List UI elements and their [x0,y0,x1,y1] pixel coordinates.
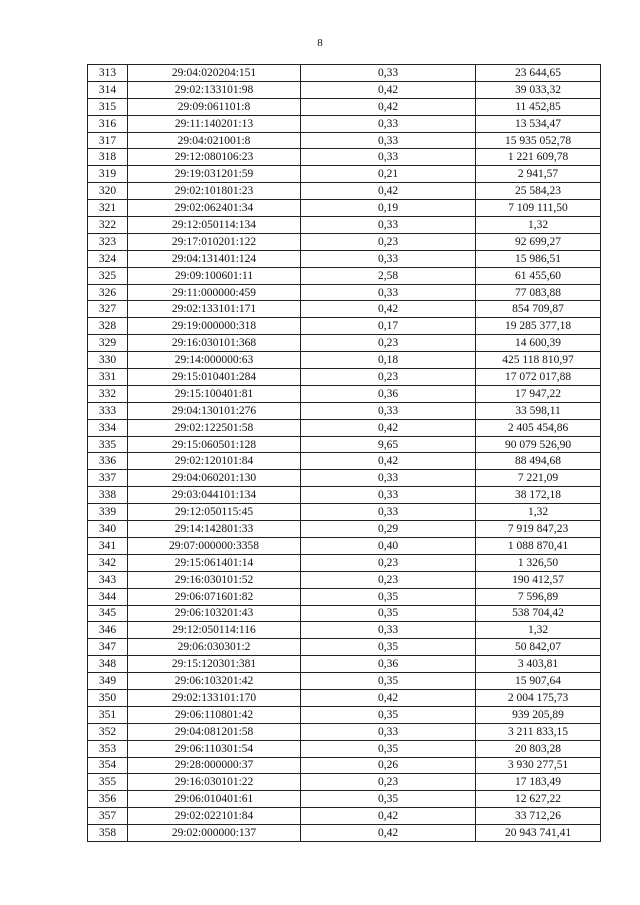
table-row [88,774,601,791]
row-number-cell: 358 [88,825,128,842]
table-row [88,115,601,132]
cadastral-number-cell: 29:04:081201:58 [128,723,301,740]
amount-cell: 33 712,26 [476,808,601,825]
rate-cell: 0,33 [301,250,476,267]
amount-cell: 88 494,68 [476,453,601,470]
cadastral-number-cell: 29:06:103201:43 [128,605,301,622]
rate-cell: 0,23 [301,233,476,250]
amount-cell: 25 584,23 [476,183,601,200]
rate-cell: 0,35 [301,639,476,656]
rate-cell: 0,17 [301,318,476,335]
row-number-cell: 344 [88,588,128,605]
table-row [88,723,601,740]
rate-cell: 0,29 [301,521,476,538]
cadastral-number-cell: 29:02:133101:98 [128,81,301,98]
table-row [88,656,601,673]
amount-cell: 39 033,32 [476,81,601,98]
cadastral-number-cell: 29:04:020204:151 [128,65,301,82]
row-number-cell: 345 [88,605,128,622]
rate-cell: 0,33 [301,217,476,234]
row-number-cell: 333 [88,402,128,419]
row-number-cell: 349 [88,673,128,690]
row-number-cell: 324 [88,250,128,267]
row-number-cell: 340 [88,521,128,538]
amount-cell: 2 941,57 [476,166,601,183]
row-number-cell: 346 [88,622,128,639]
rate-cell: 9,65 [301,436,476,453]
row-number-cell: 323 [88,233,128,250]
row-number-cell: 325 [88,267,128,284]
table-row [88,183,601,200]
rate-cell: 0,23 [301,774,476,791]
table-row [88,318,601,335]
row-number-cell: 354 [88,757,128,774]
cadastral-number-cell: 29:04:060201:130 [128,470,301,487]
row-number-cell: 338 [88,487,128,504]
amount-cell: 33 598,11 [476,402,601,419]
row-number-cell: 313 [88,65,128,82]
cadastral-number-cell: 29:02:133101:171 [128,301,301,318]
table-row [88,639,601,656]
amount-cell: 77 083,88 [476,284,601,301]
rate-cell: 0,23 [301,554,476,571]
row-number-cell: 348 [88,656,128,673]
rate-cell: 0,26 [301,757,476,774]
rate-cell: 0,33 [301,132,476,149]
table-row [88,301,601,318]
row-number-cell: 356 [88,791,128,808]
amount-cell: 11 452,85 [476,98,601,115]
rate-cell: 0,33 [301,115,476,132]
data-table [87,64,601,842]
cadastral-number-cell: 29:15:010401:284 [128,369,301,386]
table-row [88,740,601,757]
amount-cell: 1 221 609,78 [476,149,601,166]
amount-cell: 3 403,81 [476,656,601,673]
rate-cell: 2,58 [301,267,476,284]
cadastral-number-cell: 29:11:140201:13 [128,115,301,132]
cadastral-number-cell: 29:06:071601:82 [128,588,301,605]
cadastral-number-cell: 29:12:050114:116 [128,622,301,639]
table-row [88,487,601,504]
amount-cell: 2 004 175,73 [476,689,601,706]
cadastral-number-cell: 29:06:110801:42 [128,706,301,723]
amount-cell: 50 842,07 [476,639,601,656]
amount-cell: 1,32 [476,622,601,639]
cadastral-number-cell: 29:02:133101:170 [128,689,301,706]
table-body [88,65,601,842]
amount-cell: 17 072 017,88 [476,369,601,386]
row-number-cell: 320 [88,183,128,200]
table-row [88,470,601,487]
row-number-cell: 347 [88,639,128,656]
amount-cell: 23 644,65 [476,65,601,82]
rate-cell: 0,33 [301,723,476,740]
rate-cell: 0,42 [301,419,476,436]
table-row [88,571,601,588]
row-number-cell: 342 [88,554,128,571]
rate-cell: 0,23 [301,369,476,386]
row-number-cell: 353 [88,740,128,757]
rate-cell: 0,33 [301,284,476,301]
row-number-cell: 357 [88,808,128,825]
table-row [88,791,601,808]
cadastral-number-cell: 29:19:000000:318 [128,318,301,335]
amount-cell: 17 947,22 [476,385,601,402]
rate-cell: 0,35 [301,673,476,690]
rate-cell: 0,21 [301,166,476,183]
amount-cell: 7 221,09 [476,470,601,487]
row-number-cell: 352 [88,723,128,740]
row-number-cell: 322 [88,217,128,234]
rate-cell: 0,33 [301,487,476,504]
row-number-cell: 336 [88,453,128,470]
cadastral-number-cell: 29:12:050114:134 [128,217,301,234]
cadastral-number-cell: 29:19:031201:59 [128,166,301,183]
cadastral-number-cell: 29:14:000000:63 [128,352,301,369]
amount-cell: 20 803,28 [476,740,601,757]
rate-cell: 0,40 [301,537,476,554]
row-number-cell: 337 [88,470,128,487]
cadastral-number-cell: 29:06:110301:54 [128,740,301,757]
row-number-cell: 335 [88,436,128,453]
cadastral-number-cell: 29:04:021001:8 [128,132,301,149]
row-number-cell: 317 [88,132,128,149]
amount-cell: 854 709,87 [476,301,601,318]
row-number-cell: 350 [88,689,128,706]
amount-cell: 1,32 [476,217,601,234]
rate-cell: 0,42 [301,98,476,115]
row-number-cell: 343 [88,571,128,588]
table-row [88,588,601,605]
table-row [88,385,601,402]
amount-cell: 190 412,57 [476,571,601,588]
rate-cell: 0,35 [301,605,476,622]
page-number: 8 [317,37,323,49]
amount-cell: 17 183,49 [476,774,601,791]
cadastral-number-cell: 29:02:022101:84 [128,808,301,825]
rate-cell: 0,42 [301,825,476,842]
row-number-cell: 331 [88,369,128,386]
cadastral-number-cell: 29:06:030301:2 [128,639,301,656]
cadastral-number-cell: 29:06:103201:42 [128,673,301,690]
row-number-cell: 339 [88,504,128,521]
table-row [88,267,601,284]
row-number-cell: 351 [88,706,128,723]
table-row [88,537,601,554]
table-row [88,554,601,571]
table-row [88,436,601,453]
row-number-cell: 321 [88,200,128,217]
amount-cell: 38 172,18 [476,487,601,504]
amount-cell: 1 326,50 [476,554,601,571]
row-number-cell: 341 [88,537,128,554]
amount-cell: 14 600,39 [476,335,601,352]
amount-cell: 61 455,60 [476,267,601,284]
cadastral-number-cell: 29:03:044101:134 [128,487,301,504]
rate-cell: 0,33 [301,65,476,82]
rate-cell: 0,33 [301,622,476,639]
table-row [88,149,601,166]
table-row [88,217,601,234]
row-number-cell: 326 [88,284,128,301]
table-row [88,689,601,706]
cadastral-number-cell: 29:02:000000:137 [128,825,301,842]
amount-cell: 90 079 526,90 [476,436,601,453]
amount-cell: 3 930 277,51 [476,757,601,774]
cadastral-number-cell: 29:02:122501:58 [128,419,301,436]
row-number-cell: 327 [88,301,128,318]
cadastral-number-cell: 29:09:100601:11 [128,267,301,284]
table-row [88,352,601,369]
cadastral-number-cell: 29:12:050115:45 [128,504,301,521]
row-number-cell: 319 [88,166,128,183]
table-row [88,81,601,98]
row-number-cell: 318 [88,149,128,166]
amount-cell: 13 534,47 [476,115,601,132]
cadastral-number-cell: 29:12:080106:23 [128,149,301,166]
amount-cell: 20 943 741,41 [476,825,601,842]
cadastral-number-cell: 29:02:062401:34 [128,200,301,217]
rate-cell: 0,35 [301,791,476,808]
table-row [88,521,601,538]
rate-cell: 0,42 [301,301,476,318]
row-number-cell: 314 [88,81,128,98]
table-row [88,369,601,386]
row-number-cell: 315 [88,98,128,115]
table-row [88,808,601,825]
rate-cell: 0,18 [301,352,476,369]
cadastral-number-cell: 29:02:101801:23 [128,183,301,200]
table-row [88,250,601,267]
amount-cell: 19 285 377,18 [476,318,601,335]
table-row [88,757,601,774]
table-row [88,504,601,521]
amount-cell: 3 211 833,15 [476,723,601,740]
table-row [88,622,601,639]
amount-cell: 1,32 [476,504,601,521]
cadastral-number-cell: 29:02:120101:84 [128,453,301,470]
rate-cell: 0,42 [301,689,476,706]
table-row [88,419,601,436]
cadastral-number-cell: 29:28:000000:37 [128,757,301,774]
cadastral-number-cell: 29:16:030101:52 [128,571,301,588]
cadastral-number-cell: 29:04:131401:124 [128,250,301,267]
amount-cell: 15 935 052,78 [476,132,601,149]
cadastral-number-cell: 29:16:030101:22 [128,774,301,791]
cadastral-number-cell: 29:15:061401:14 [128,554,301,571]
table-row [88,233,601,250]
rate-cell: 0,23 [301,335,476,352]
cadastral-number-cell: 29:09:061101:8 [128,98,301,115]
cadastral-number-cell: 29:15:060501:128 [128,436,301,453]
cadastral-number-cell: 29:15:100401:81 [128,385,301,402]
rate-cell: 0,19 [301,200,476,217]
rate-cell: 0,33 [301,402,476,419]
rate-cell: 0,23 [301,571,476,588]
cadastral-number-cell: 29:11:000000:459 [128,284,301,301]
rate-cell: 0,42 [301,81,476,98]
row-number-cell: 328 [88,318,128,335]
amount-cell: 7 596,89 [476,588,601,605]
cadastral-number-cell: 29:04:130101:276 [128,402,301,419]
rate-cell: 0,42 [301,453,476,470]
table-row [88,284,601,301]
amount-cell: 7 919 847,23 [476,521,601,538]
rate-cell: 0,36 [301,656,476,673]
table-row [88,200,601,217]
table-row [88,335,601,352]
rate-cell: 0,36 [301,385,476,402]
amount-cell: 2 405 454,86 [476,419,601,436]
rate-cell: 0,33 [301,470,476,487]
cadastral-number-cell: 29:15:120301:381 [128,656,301,673]
amount-cell: 12 627,22 [476,791,601,808]
amount-cell: 7 109 111,50 [476,200,601,217]
cadastral-number-cell: 29:06:010401:61 [128,791,301,808]
rate-cell: 0,42 [301,183,476,200]
amount-cell: 92 699,27 [476,233,601,250]
row-number-cell: 316 [88,115,128,132]
amount-cell: 425 118 810,97 [476,352,601,369]
row-number-cell: 329 [88,335,128,352]
table-row [88,706,601,723]
table-row [88,65,601,82]
cadastral-number-cell: 29:07:000000:3358 [128,537,301,554]
table-row [88,825,601,842]
cadastral-number-cell: 29:17:010201:122 [128,233,301,250]
table-row [88,673,601,690]
row-number-cell: 330 [88,352,128,369]
amount-cell: 1 088 870,41 [476,537,601,554]
cadastral-number-cell: 29:16:030101:368 [128,335,301,352]
table-row [88,402,601,419]
amount-cell: 538 704,42 [476,605,601,622]
rate-cell: 0,35 [301,740,476,757]
rate-cell: 0,33 [301,149,476,166]
rate-cell: 0,35 [301,588,476,605]
row-number-cell: 332 [88,385,128,402]
amount-cell: 15 986,51 [476,250,601,267]
row-number-cell: 334 [88,419,128,436]
table-row [88,132,601,149]
rate-cell: 0,35 [301,706,476,723]
amount-cell: 15 907,64 [476,673,601,690]
table-row [88,98,601,115]
table-row [88,453,601,470]
rate-cell: 0,42 [301,808,476,825]
rate-cell: 0,33 [301,504,476,521]
amount-cell: 939 205,89 [476,706,601,723]
table-row [88,166,601,183]
table-row [88,605,601,622]
row-number-cell: 355 [88,774,128,791]
cadastral-number-cell: 29:14:142801:33 [128,521,301,538]
